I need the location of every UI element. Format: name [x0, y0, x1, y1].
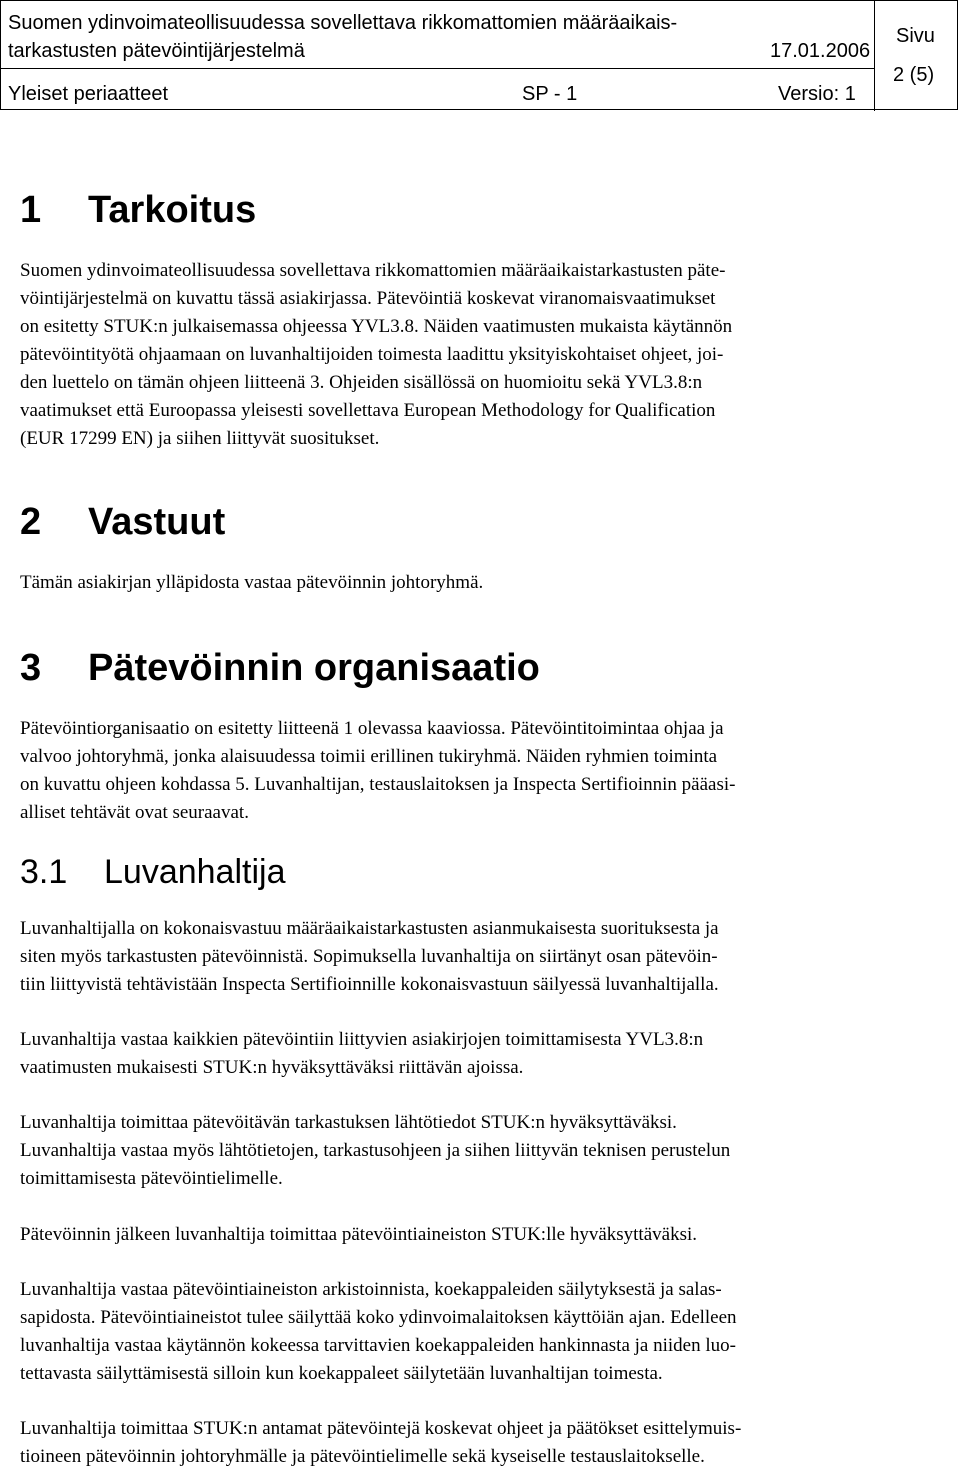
section-heading [20, 500, 225, 544]
paragraph [20, 715, 935, 827]
page-number: 2 (5) [893, 64, 935, 86]
text-line: on esitetty STUK:n julkaisemassa ohjeessa YVL3.8. Näiden vaatimusten mukaista käytännön [20, 316, 733, 337]
text-line: den luettelo on tämän ohjeen liitteenä 3. Ohjeiden sisällössä on huomioitu sekä YVL3.8:n [20, 372, 703, 393]
header-divider [1, 68, 874, 69]
text-line: vöintijärjestelmä on kuvattu tässä asiakirjassa. Pätevöintiä koskevat viranomaisvaatimukset [20, 288, 716, 309]
subsection-heading [20, 852, 285, 892]
document-header [0, 0, 958, 110]
paragraph [20, 1026, 935, 1082]
section-title: Pätevöinnin organisaatio [88, 647, 540, 689]
document-code: SP - 1 [522, 83, 578, 105]
text-line: tioineen pätevöinnin johtoryhmälle ja pätevöintielimelle sekä kyseiselle testauslaitokselle. [20, 1446, 705, 1467]
text-line: Luvanhaltija toimittaa pätevöitävän tarkastuksen lähtötiedot STUK:n hyväksyttäväksi. [20, 1112, 677, 1133]
text-line: pätevöintityötä ohjaamaan on luvanhaltijoiden toimesta laadittu yksityiskohtaiset ohjeet, joi- [20, 344, 724, 365]
paragraph [20, 1109, 935, 1193]
section-number: 3 [20, 647, 42, 689]
paragraph [20, 569, 935, 597]
paragraph [20, 915, 935, 999]
text-line: Pätevöinnin jälkeen luvanhaltija toimittaa pätevöintiaineiston STUK:lle hyväksyttäväksi. [20, 1224, 697, 1245]
text-line: luvanhaltija vastaa käytännön kokeessa tarvittavien koekappaleiden hankinnasta ja niiden luo- [20, 1335, 736, 1356]
text-line: Tämän asiakirjan ylläpidosta vastaa pätevöinnin johtoryhmä. [20, 572, 484, 593]
section-name: Yleiset periaatteet [8, 83, 169, 105]
text-line: Luvanhaltijalla on kokonaisvastuu määräaikaistarkastusten asianmukaisesta suorituksesta ja [20, 918, 719, 939]
text-line: Luvanhaltija vastaa pätevöintiaineiston arkistoinnista, koekappaleiden säilytyksestä ja salas- [20, 1279, 722, 1300]
text-line: toimittamisesta pätevöintielimelle. [20, 1168, 283, 1189]
document-title-line: Suomen ydinvoimateollisuudessa sovellettava rikkomattomien määräaikais- [8, 12, 678, 34]
text-line: on kuvattu ohjeen kohdassa 5. Luvanhaltijan, testauslaitoksen ja Inspecta Sertifioinnin pääasi- [20, 774, 736, 795]
section-number: 2 [20, 501, 42, 543]
text-line: (EUR 17299 EN) ja siihen liittyvät suositukset. [20, 428, 380, 449]
text-line: Luvanhaltija vastaa kaikkien pätevöintiin liittyvien asiakirjojen toimittamisesta YVL3.8:n [20, 1029, 704, 1050]
text-line: valvoo johtoryhmä, jonka alaisuudessa toimii erillinen tukiryhmä. Näiden ryhmien toiminta [20, 746, 718, 767]
section-heading [20, 646, 540, 690]
section-number: 1 [20, 189, 42, 231]
header-divider [874, 1, 875, 111]
document-date: 17.01.2006 [770, 40, 871, 62]
section-title: Vastuut [88, 501, 226, 543]
subsection-title: Luvanhaltija [104, 853, 286, 891]
section-title: Tarkoitus [88, 189, 257, 231]
text-line: vaatimusten mukaisesti STUK:n hyväksyttäväksi riittävän ajoissa. [20, 1057, 524, 1078]
subsection-number: 3.1 [20, 853, 68, 891]
text-line: Pätevöintiorganisaatio on esitetty liitteenä 1 olevassa kaaviossa. Pätevöintitoimintaa ohjaa ja [20, 718, 724, 739]
text-line: Luvanhaltija toimittaa STUK:n antamat pätevöintejä koskevat ohjeet ja päätökset esittelymuis- [20, 1418, 742, 1439]
section-heading [20, 188, 256, 232]
text-line: sapidosta. Pätevöintiaineistot tulee säilyttää koko ydinvoimalaitoksen käyttöiän ajan. Edelleen [20, 1307, 737, 1328]
paragraph [20, 1276, 935, 1388]
text-line: alliset tehtävät ovat seuraavat. [20, 802, 249, 823]
text-line: Suomen ydinvoimateollisuudessa sovellettava rikkomattomien määräaikaistarkastusten päte- [20, 260, 726, 281]
text-line: Luvanhaltija vastaa myös lähtötietojen, tarkastusohjeen ja siihen liittyvän teknisen perustelun [20, 1140, 731, 1161]
text-line: siten myös tarkastusten pätevöinnistä. Sopimuksella luvanhaltija on siirtänyt osan pätevöin- [20, 946, 718, 967]
paragraph [20, 257, 935, 453]
document-title-line: tarkastusten pätevöintijärjestelmä [8, 40, 305, 62]
paragraph [20, 1415, 935, 1471]
paragraph [20, 1221, 935, 1249]
text-line: vaatimukset että Euroopassa yleisesti sovellettava European Methodology for Qualification [20, 400, 716, 421]
text-line: tiin liittyvistä tehtävistään Inspecta Sertifioinnille kokonaisvastuun säilyessä luvanhaltijalla. [20, 974, 719, 995]
document-title [8, 9, 677, 65]
page-label: Sivu [896, 25, 935, 47]
text-line: tettavasta säilyttämisestä silloin kun koekappaleet säilytetään luvanhaltijan toimesta. [20, 1363, 663, 1384]
document-version: Versio: 1 [778, 83, 856, 105]
